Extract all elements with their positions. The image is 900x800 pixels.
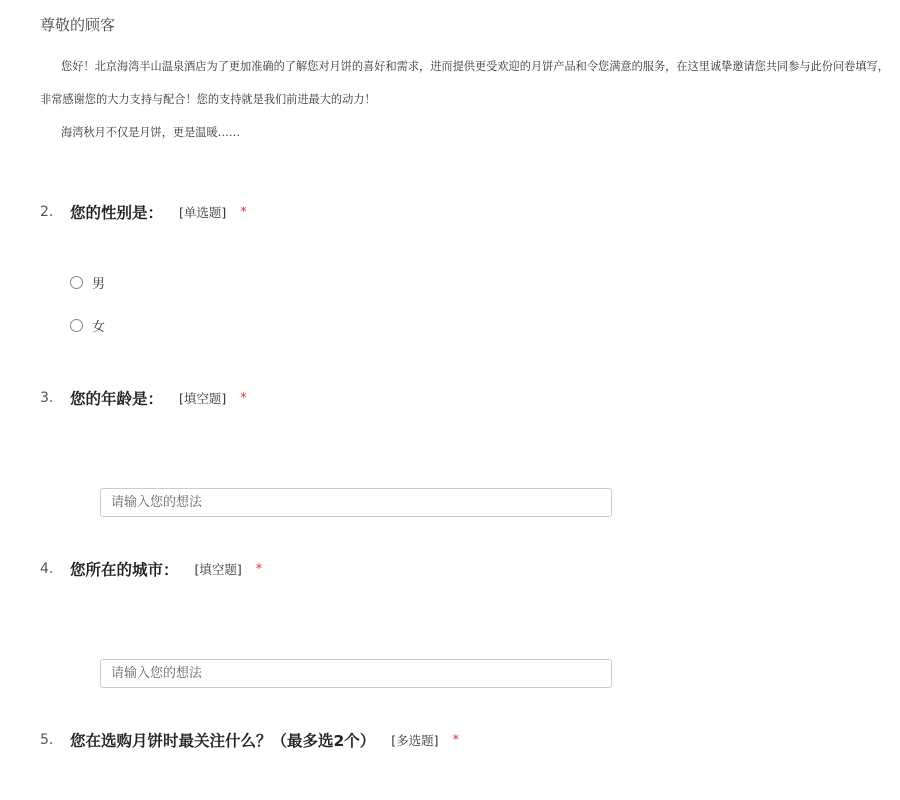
- question-number: 4.: [40, 561, 54, 577]
- age-input[interactable]: [100, 488, 612, 517]
- question-number: 5.: [40, 732, 54, 748]
- required-marker: *: [240, 204, 247, 220]
- city-input[interactable]: [100, 659, 612, 688]
- question-title: 您在选购月饼时最关注什么？（最多选2个）: [70, 732, 376, 750]
- question-type-tag: [多选题]: [391, 733, 439, 748]
- question-number: 3.: [40, 390, 54, 406]
- question-title: 您所在的城市：: [70, 561, 179, 579]
- intro-tagline: 海湾秋月不仅是月饼，更是温暖……: [61, 126, 241, 139]
- radio-button[interactable]: [70, 319, 83, 332]
- question-type-tag: [单选题]: [179, 205, 227, 220]
- question-4-header: [40, 557, 262, 581]
- question-number: 2.: [40, 204, 54, 220]
- question-3-header: [40, 386, 247, 410]
- intro-paragraph: 您好！北京海湾半山温泉酒店为了更加准确的了解您对月饼的喜好和需求，进而提供更受欢迎的月饼产品和令您满意的服务，在这里诚挚邀请您共同参与此份问卷填写，非常感谢您的大力支持与配合！您的支持就是我们前进最大的动力！: [40, 60, 889, 106]
- option-label[interactable]: 女: [92, 320, 106, 335]
- required-marker: *: [240, 390, 247, 406]
- gender-option-female[interactable]: [70, 316, 105, 335]
- greeting-title: 尊敬的顾客: [40, 16, 116, 34]
- gender-option-male[interactable]: [70, 273, 105, 292]
- required-marker: *: [452, 732, 460, 748]
- question-2-header: [40, 200, 247, 224]
- question-title: 您的性别是：: [70, 204, 164, 222]
- radio-button[interactable]: [70, 276, 83, 289]
- question-type-tag: [填空题]: [194, 562, 242, 577]
- question-5-header: [40, 728, 459, 752]
- required-marker: *: [255, 561, 263, 577]
- question-title: 您的年龄是：: [70, 390, 164, 408]
- option-label[interactable]: 男: [92, 277, 106, 292]
- question-type-tag: [填空题]: [179, 391, 227, 406]
